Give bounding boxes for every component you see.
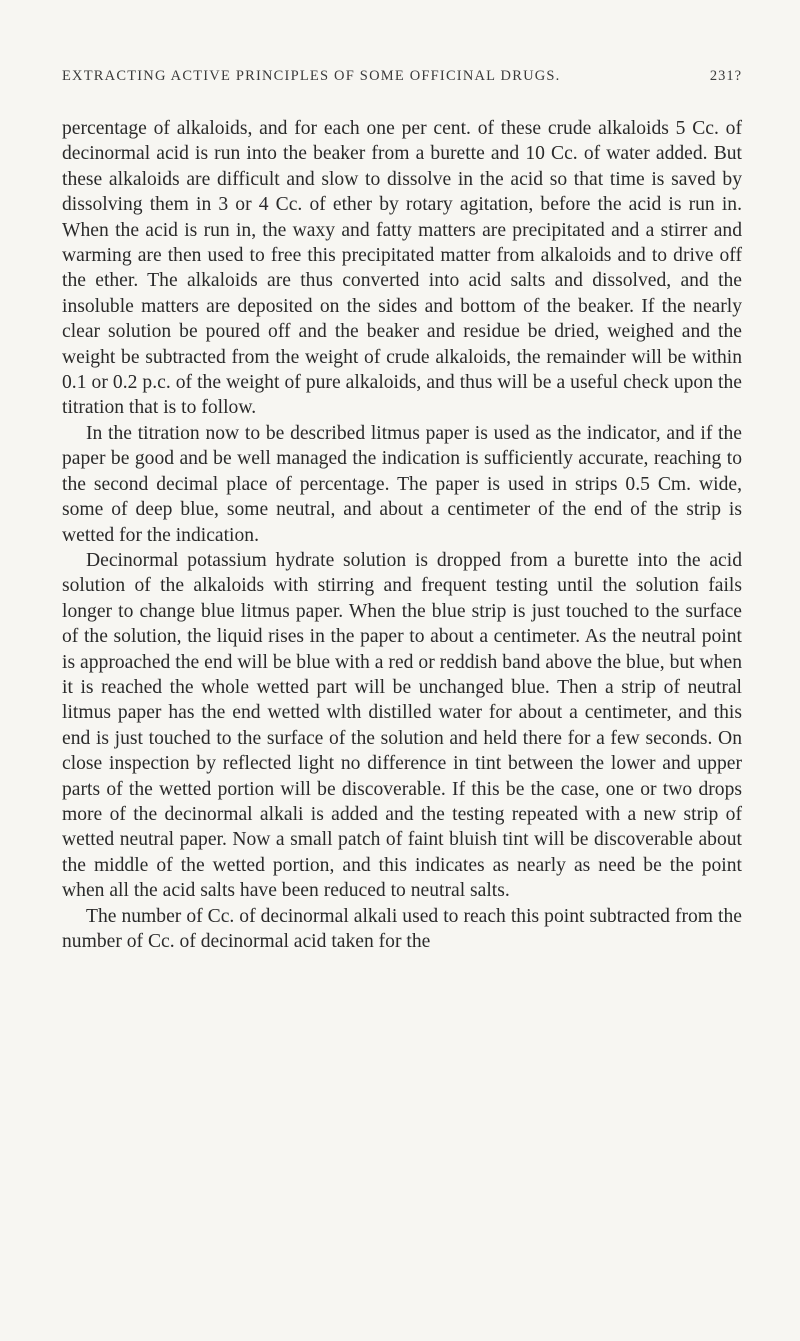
paragraph-titration-indicator: In the titration now to be described litmus paper is used as the indicator, and if the paper be good and be well managed the indication is sufficiently accurate, reaching to the second decimal place of percentage. The paper is used in strips 0.5 Cm. wide, some of deep blue, some neutral, and about a centimeter of the end of the strip is wetted for the indication. bbox=[62, 422, 742, 546]
running-header bbox=[62, 68, 742, 85]
body-text bbox=[62, 116, 742, 954]
running-title: EXTRACTING ACTIVE PRINCIPLES OF SOME OFFICINAL DRUGS. bbox=[62, 68, 561, 84]
paragraph-titration-procedure: Decinormal potassium hydrate solution is dropped from a burette into the acid solution of the alkaloids with stirring and frequent testing until the solution fails longer to change blue litmus paper. When the blue strip is just touched to the surface of the solution, the liquid rises in the paper to about a centimeter. As the neutral point is approached the end will be blue with a red or reddish band above the blue, but when it is reached the whole wetted part will be unchanged blue. Then a strip of neutral litmus paper has the end wetted wlth distilled water for about a centimeter, and this end is just touched to the surface of the solution and held there for a few seconds. On close inspection by reflected light no difference in tint between the lower and upper parts of the wetted portion will be discoverable. If this be the case, one or two drops more of the decinormal alkali is added and the testing repeated with a new strip of wetted neutral paper. Now a small patch of faint bluish tint will be discoverable about the middle of the wetted portion, and this indicates as nearly as need be the point when all the acid salts have been reduced to neutral salts. bbox=[62, 549, 742, 902]
paragraph-calculation: The number of Cc. of decinormal alkali used to reach this point subtracted from the number of Cc. of decinormal acid taken for the bbox=[62, 905, 742, 952]
page-number: 231? bbox=[709, 68, 742, 84]
paragraph-continued: percentage of alkaloids, and for each one per cent. of these crude alkaloids 5 Cc. of decinormal acid is run into the beaker from a burette and 10 Cc. of water added. But these alkaloids are difficult and slow to dissolve in the acid so that time is saved by dissolving them in 3 or 4 Cc. of ether by rotary agitation, before the acid is run in. When the acid is run in, the waxy and fatty matters are precipitated and a stirrer and warming are then used to free this precipitated matter from alkaloids and to drive off the ether. The alkaloids are thus converted into acid salts and dissolved, and the insoluble matters are deposited on the sides and bottom of the beaker. If the nearly clear solution be poured off and the beaker and residue be dried, weighed and the weight be subtracted from the weight of crude alkaloids, the remainder will be within 0.1 or 0.2 p.c. of the weight of pure alkaloids, and thus will be a useful check upon the titration that is to follow. bbox=[62, 118, 742, 419]
